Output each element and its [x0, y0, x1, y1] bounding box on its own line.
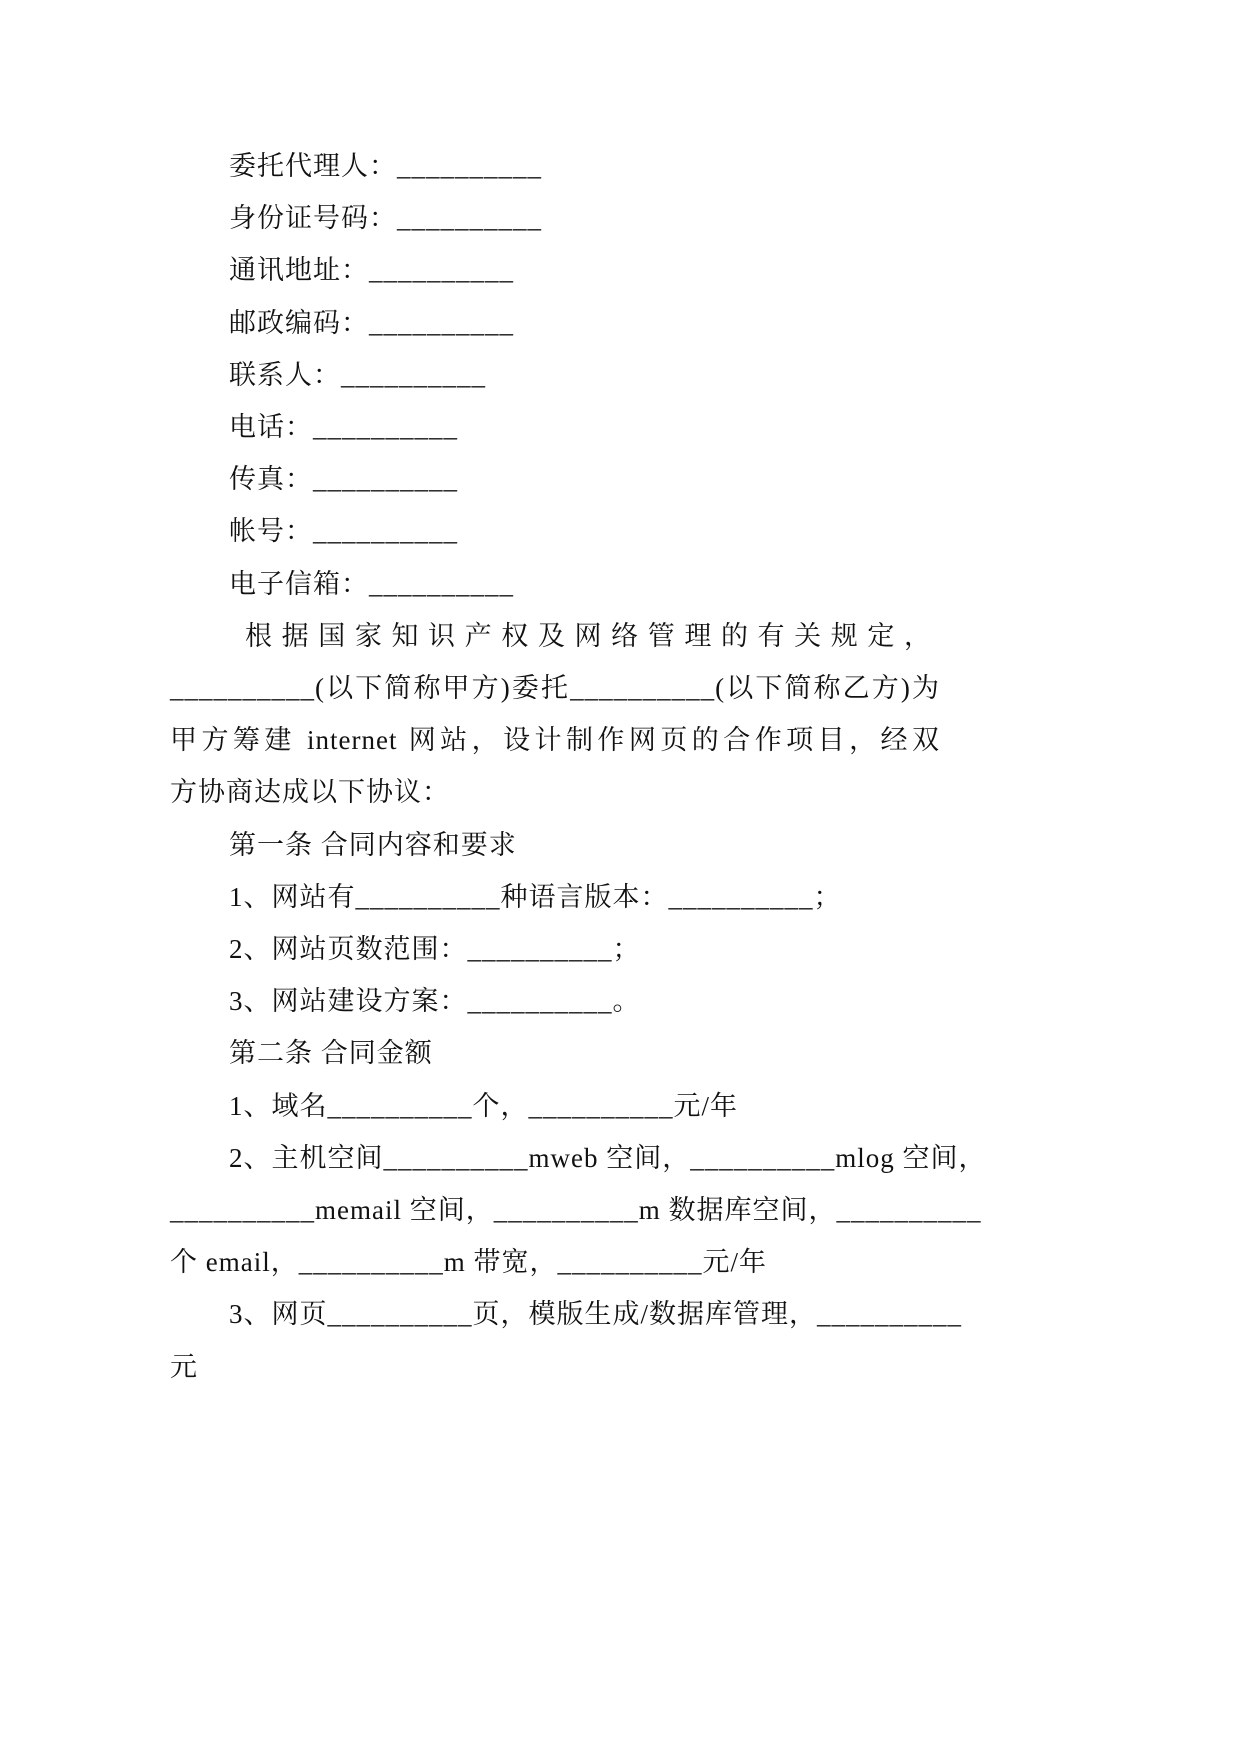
field-label: 电话： [229, 412, 313, 442]
preamble-line: 甲方筹建 internet 网站，设计制作网页的合作项目，经双 [170, 725, 940, 755]
field-blank: __________ [369, 255, 514, 285]
field-label: 联系人： [229, 360, 341, 390]
field-label: 传真： [229, 464, 313, 494]
contact-field-id-number [229, 192, 542, 244]
contact-field-email [229, 558, 514, 610]
field-blank: __________ [369, 569, 514, 599]
contact-field-account [229, 505, 458, 557]
contact-field-fax [229, 453, 458, 505]
field-label: 身份证号码： [229, 203, 397, 233]
article-2-item-line: 个 email，__________m 带宽，__________元/年 [170, 1247, 767, 1277]
field-blank: __________ [313, 516, 458, 546]
contact-field-postcode [229, 297, 514, 349]
field-blank: __________ [397, 151, 542, 181]
article-2-item-line: 2、主机空间__________mweb 空间，__________mlog 空间， [229, 1143, 987, 1173]
field-label: 通讯地址： [229, 255, 369, 285]
field-label: 委托代理人： [229, 151, 397, 181]
preamble-line: 根据国家知识产权及网络管理的有关规定， [245, 621, 940, 651]
contact-field-address [229, 244, 514, 296]
article-2-item-line: 元 [170, 1352, 198, 1382]
article-2-item-line: 3、网页__________页，模版生成/数据库管理，__________ [229, 1299, 963, 1329]
article-1-item: 1、网站有__________种语言版本：__________； [229, 882, 842, 912]
field-label: 电子信箱： [229, 569, 369, 599]
article-1-item: 2、网站页数范围：__________； [229, 934, 641, 964]
field-blank: __________ [341, 360, 486, 390]
article-2-item-line: __________memail 空间，__________m 数据库空间，__________ [170, 1195, 982, 1225]
article-2-heading: 第二条 合同金额 [229, 1038, 433, 1068]
preamble-line: __________(以下简称甲方)委托__________(以下简称乙方)为 [170, 673, 940, 703]
field-blank: __________ [397, 203, 542, 233]
field-blank: __________ [313, 464, 458, 494]
article-2-item-line: 1、域名__________个，__________元/年 [229, 1091, 739, 1121]
contact-field-agent [229, 140, 542, 192]
field-blank: __________ [369, 308, 514, 338]
contact-field-phone [229, 401, 458, 453]
preamble-line: 方协商达成以下协议： [170, 777, 450, 807]
article-1-heading: 第一条 合同内容和要求 [229, 830, 517, 860]
field-blank: __________ [313, 412, 458, 442]
field-label: 帐号： [229, 516, 313, 546]
contact-field-contact-person [229, 349, 486, 401]
article-1-item: 3、网站建设方案：__________。 [229, 986, 641, 1016]
field-label: 邮政编码： [229, 308, 369, 338]
